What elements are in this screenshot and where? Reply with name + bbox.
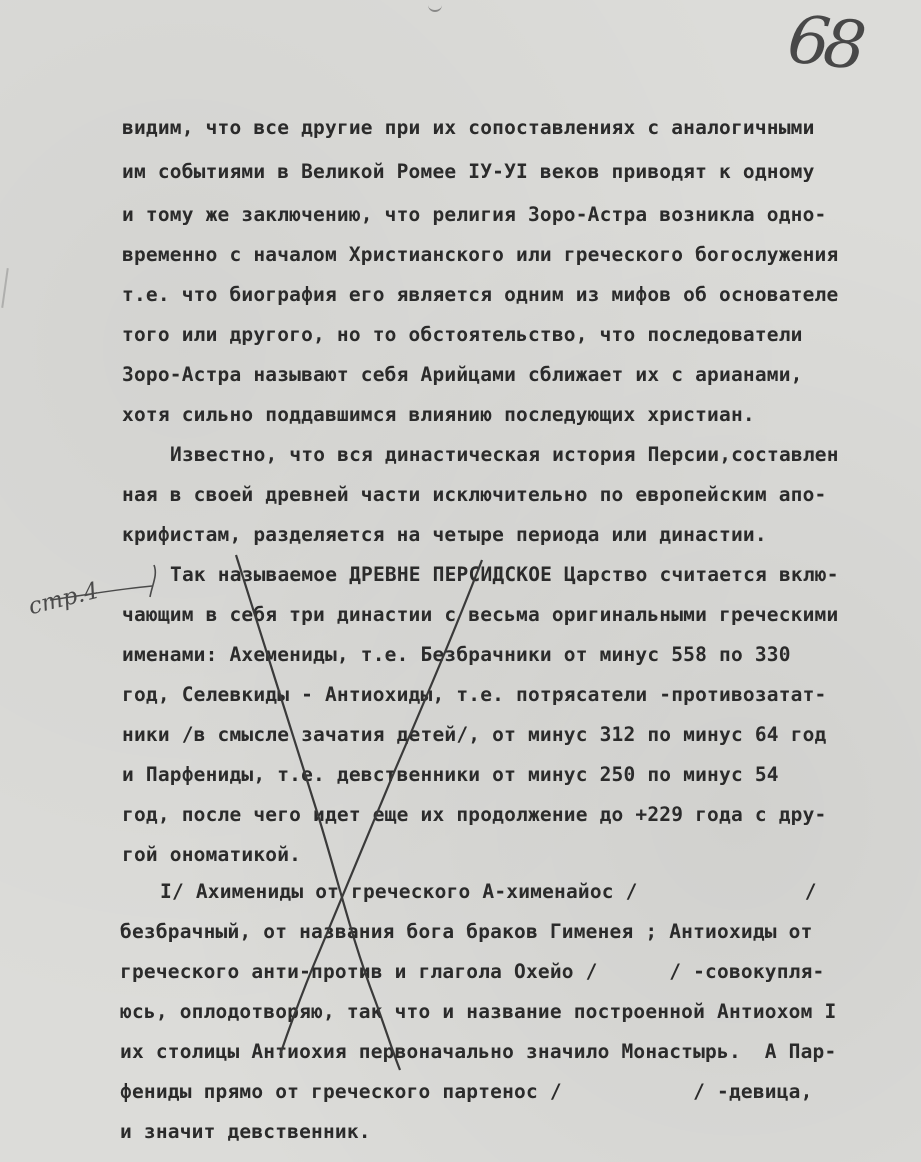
text-line: ная в своей древней части исключительно по европейским апо- [122, 483, 827, 506]
text-line: юсь, оплодотворяю, так что и название построенной Антиохом I [120, 1000, 837, 1023]
text-line: временно с началом Христианского или греческого богослужения [122, 243, 839, 266]
text-line: им событиями в Великой Ромее IУ-УI веков приводят к одному [122, 160, 815, 183]
text-line: безбрачный, от названия бога браков Гименея ; Антиохиды от [120, 920, 813, 943]
text-line: и тому же заключению, что религия Зоро-Астра возникла одно- [122, 203, 827, 226]
text-line: их столицы Антиохия первоначально значило Монастырь. А Пар- [120, 1040, 837, 1063]
text-line: т.е. что биография его является одним из мифов об основателе [122, 283, 839, 306]
text-line: греческого анти-против и глагола Охейо / / -совокупля- [120, 960, 825, 983]
text-line: именами: Ахемениды, т.е. Безбрачники от минус 558 по 330 [122, 643, 791, 666]
handwritten-page-number: 68 [784, 0, 864, 85]
text-line: гой ономатикой. [122, 843, 302, 866]
text-line: ники /в смысле зачатия детей/, от минус 312 по минус 64 год [122, 723, 827, 746]
handwritten-margin-note: стр.4 [25, 577, 102, 621]
text-line: год, Селевкиды - Антиохиды, т.е. потрясатели -противозатат- [122, 683, 827, 706]
text-line: видим, что все другие при их сопоставлениях с аналогичными [122, 116, 815, 139]
text-line: фениды прямо от греческого партенос / / -девица, [120, 1080, 813, 1103]
text-line: Зоро-Астра называют себя Арийцами сближает их с арианами, [122, 363, 803, 386]
text-line: I/ Ахимениды от греческого А-хименайос / / [160, 880, 817, 903]
text-line: Так называемое ДРЕВНЕ ПЕРСИДСКОЕ Царство считается вклю- [170, 563, 839, 586]
text-line: того или другого, но то обстоятельство, что последователи [122, 323, 803, 346]
text-line: крифистам, разделяется на четыре периода или династии. [122, 523, 767, 546]
text-line: хотя сильно поддавшимся влиянию последующих христиан. [122, 403, 755, 426]
text-line: и значит девственник. [120, 1120, 371, 1143]
text-line: Известно, что вся династическая история Персии,составлен [170, 443, 839, 466]
text-line: чающим в себя три династии с весьма оригинальными греческими [122, 603, 839, 626]
text-line: год, после чего идет еще их продолжение до +229 года с дру- [122, 803, 827, 826]
text-line: и Парфениды, т.е. девственники от минус 250 по минус 54 [122, 763, 779, 786]
